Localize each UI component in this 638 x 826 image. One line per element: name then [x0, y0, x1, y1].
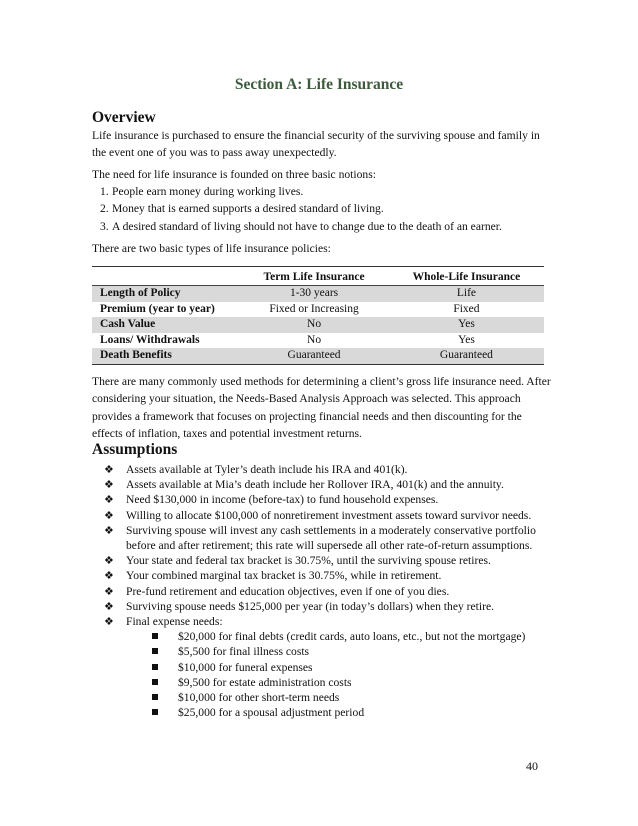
final-expenses-list [126, 629, 562, 720]
table-row: Death Benefits Guaranteed Guaranteed [92, 348, 544, 364]
diamond-bullet-icon: ❖ [104, 585, 114, 598]
diamond-bullet-icon: ❖ [104, 570, 114, 583]
assumption-item: ❖ Surviving spouse will invest any cash settlements in a moderately conservative portfolio before and after retirement; this rate will supersede all other rate-of-return assumptions. [104, 523, 536, 553]
diamond-bullet-icon: ❖ [104, 479, 114, 492]
diamond-bullet-icon: ❖ [104, 555, 114, 568]
final-expense-item: $25,000 for a spousal adjustment period [148, 705, 562, 720]
square-bullet-icon [152, 694, 158, 700]
final-expense-item: $20,000 for final debts (credit cards, auto loans, etc., but not the mortgage) [148, 629, 562, 644]
diamond-bullet-icon: ❖ [104, 464, 114, 476]
diamond-bullet-icon: ❖ [104, 494, 114, 507]
page-number: 40 [526, 759, 538, 773]
square-bullet-icon [152, 664, 158, 670]
assumption-item: ❖ Willing to allocate $100,000 of nonretirement investment assets toward survivor needs. [104, 508, 532, 522]
notions-list [92, 183, 562, 235]
assumption-item: ❖ Your combined marginal tax bracket is 30.75%, while in retirement. [104, 569, 442, 583]
policy-types-intro: There are two basic types of life insurance policies: [92, 242, 331, 255]
notion-item: 1. People earn money during working lives. [100, 185, 304, 198]
table-row: Cash Value No Yes [92, 317, 544, 333]
notion-item: 3. A desired standard of living should not have to change due to the death of an earner. [100, 219, 502, 233]
diamond-bullet-icon: ❖ [104, 616, 114, 629]
notions-intro: The need for life insurance is founded on three basic notions: [92, 168, 376, 181]
final-expense-item: $10,000 for other short-term needs [148, 690, 562, 705]
table-row: Premium (year to year) Fixed or Increasing Fixed [100, 302, 480, 315]
diamond-bullet-icon: ❖ [104, 600, 114, 613]
policy-comparison-table [92, 266, 544, 365]
table-header-row [92, 267, 544, 286]
assumption-item: ❖ Assets available at Mia’s death include her Rollover IRA, 401(k) and the annuity. [104, 478, 504, 492]
square-bullet-icon [152, 648, 158, 654]
final-expense-item: $5,500 for final illness costs [148, 644, 562, 659]
overview-heading: Overview [92, 109, 156, 126]
square-bullet-icon [152, 709, 158, 715]
section-title: Section A: Life Insurance [234, 76, 404, 93]
final-expense-item: $10,000 for funeral expenses [148, 660, 562, 675]
table-row: Loans/ Withdrawals No Yes [100, 333, 475, 346]
table-header [92, 267, 239, 286]
square-bullet-icon [152, 679, 158, 685]
notion-item: 2. Money that is earned supports a desired standard of living. [100, 202, 384, 216]
diamond-bullet-icon: ❖ [104, 524, 114, 537]
table-header: Term Life Insurance [239, 267, 389, 286]
assumptions-list [92, 462, 562, 720]
diamond-bullet-icon: ❖ [104, 509, 114, 522]
assumption-item: ❖ Surviving spouse needs $125,000 per year (in today’s dollars) when they retire. [104, 599, 495, 613]
assumption-item: ❖ Assets available at Tyler’s death include his IRA and 401(k). [104, 463, 408, 476]
final-expense-item: $9,500 for estate administration costs [148, 675, 562, 690]
assumption-item: ❖ Pre-fund retirement and education objectives, even if one of you dies. [104, 584, 450, 598]
methods-paragraph: There are many commonly used methods for determining a client’s gross life insurance need. After considering your situation, the Needs-Based Analysis Approach was selected. This approach provides a framework that focuses on projecting financial needs and then discounting for the effects of inflation, taxes and potential investment returns. [92, 375, 551, 441]
table-header: Whole-Life Insurance [389, 267, 544, 286]
table-row: Length of Policy 1-30 years Life [92, 286, 544, 302]
assumption-item: ❖ Final expense needs: $20,000 for final debts (credit cards, auto loans, etc., but not the mortgage) $5,500 for final illness costs $10,000 for funeral expenses $9,500 for estate administration costs $10,000 for other short-term needs $25,000 for a spousal adjustment period [92, 614, 562, 720]
square-bullet-icon [152, 633, 158, 639]
assumptions-heading: Assumptions [92, 441, 178, 458]
overview-paragraph: Life insurance is purchased to ensure the financial security of the surviving spouse and family in the event one of you was to pass away unexpectedly. [92, 129, 540, 160]
assumption-item: ❖ Your state and federal tax bracket is 30.75%, until the surviving spouse retires. [104, 554, 491, 568]
assumption-item: ❖ Need $130,000 in income (before-tax) to fund household expenses. [104, 493, 439, 507]
